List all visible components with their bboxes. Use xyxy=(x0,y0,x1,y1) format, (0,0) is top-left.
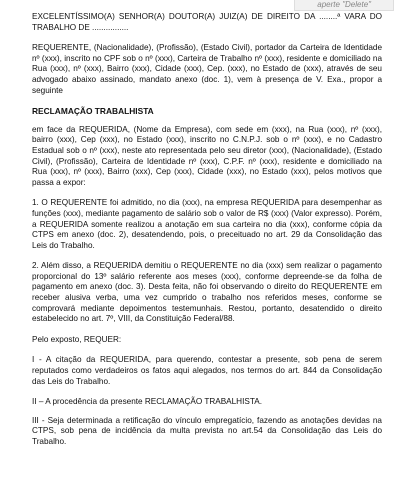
defendant-paragraph: em face da REQUERIDA, (Nome da Empresa), com sede em (xxx), na Rua (xxx), nº (xxx), bairro (xxx), Cep (xxx), no Estado (xxx), inscrito no C.N.P.J. sob o nº (xxx), e no Cadastro Estadual sob o nº (xxx), neste ato representada pelo seu diretor (xxx), (Nacionalidade), (Estado Civil), (Profissão), Carteira de Identidade nº (xxx), C.P.F. nº (xxx), residente e domiciliado na Rua (xxx), nº (xxx), Bairro (xxx), Cep (xxx), Cidade (xxx), no Estado (xxx), pelos motivos que passa a expor: xyxy=(32,124,382,187)
request-item-2: II – A procedência da presente RECLAMAÇÃO TRABALHISTA. xyxy=(32,397,262,407)
request-intro: Pelo exposto, REQUER: xyxy=(32,334,122,344)
fact-item-1: 1. O REQUERENTE foi admitido, no dia (xxx), na empresa REQUERIDA para desempenhar as funções (xxx), mediante pagamento de salário sob o valor de R$ (xxx) (Valor expresso). Porém, a REQUERIDA somente realizou a anotação em sua carteira no dia (xxx), conforme cópia da CTPS em anexo (doc. 2), desatendendo, pois, o preceituado no art. 29 da Consolidação das Leis do Trabalho. xyxy=(32,198,382,250)
request-item-1: I - A citação da REQUERIDA, para querendo, contestar a presente, sob pena de serem reputados como verdadeiros os fatos aqui alegados, nos termos do art. 844 da Consolidação das Leis do Trabalho. xyxy=(32,355,382,386)
fact-item-2: 2. Além disso, a REQUERIDA demitiu o REQUERENTE no dia (xxx) sem realizar o pagamento proporcional do 13º salário referente aos meses (xxx), conforme depreende-se da folha de pagamento em anexo (doc. 3). Desta feita, não foi observando o direito do REQUERENTE em receber alusiva verba, uma vez cumprido o trabalho nos referidos meses, conforme se comprovará mediante depoimentos testemunhais. Restou, portanto, desatendido o direito estabelecido no art. 7º, VIII, da Constituição Federal/88. xyxy=(32,261,382,324)
document-page xyxy=(32,12,382,458)
request-item-3: III - Seja determinada a retificação do vínculo empregatício, fazendo as anotações devidas na CTPS, sob pena de incidência da multa prevista no art.54 da Consolidação das Leis do Trabalho. xyxy=(32,415,382,446)
delete-hint: aperte "Delete" xyxy=(294,0,394,11)
document-title: RECLAMAÇÃO TRABALHISTA xyxy=(32,106,154,117)
court-address: EXCELENTÍSSIMO(A) SENHOR(A) DOUTOR(A) JUIZ(A) DE DIREITO DA ........ª VARA DO TRABALHO DE ................ xyxy=(32,12,382,32)
plaintiff-intro: REQUERENTE, (Nacionalidade), (Profissão), (Estado Civil), portador da Carteira de Identidade nº (xxx), inscrito no CPF sob o nº (xxx), Carteira de Trabalho nº (xxx), residente e domiciliado na Rua (xxx), nº (xxx), Bairro (xxx), Cidade (xxx), Cep. (xxx), no Estado de (xxx), através de seu advogado abaixo assinado, mandato anexo (doc. 1), vem à presença de V. Exa., propor a seguinte xyxy=(32,43,382,95)
